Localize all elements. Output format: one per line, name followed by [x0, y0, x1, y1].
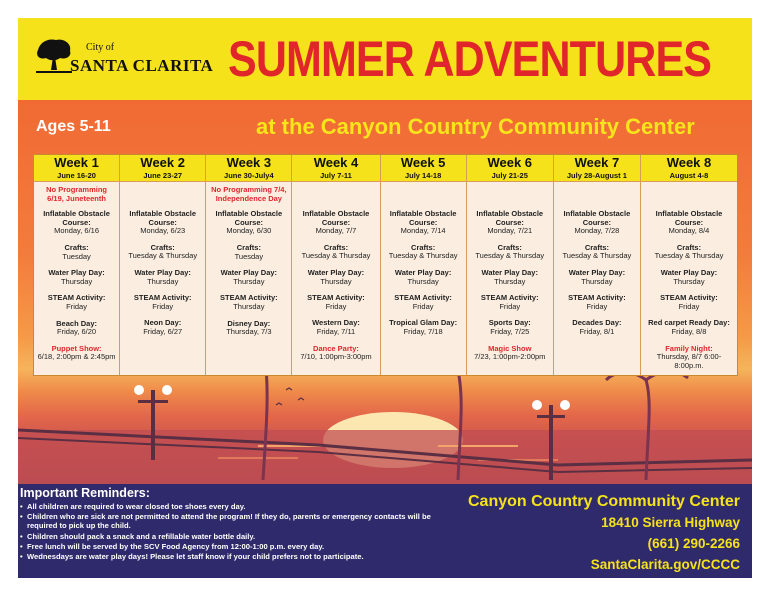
- activity-day: Thursday: [673, 276, 705, 286]
- activity-day: Monday, 7/28: [574, 226, 620, 236]
- week-title: Week 4: [292, 155, 379, 171]
- reminder-item: • Free lunch will be served by the SCV Food Agency from 12:00-1:00 p.m. every day.: [20, 542, 440, 551]
- contact-name: Canyon Country Community Center: [467, 493, 740, 510]
- activity-label: Western Day:: [312, 318, 360, 328]
- activity-label: Inflatable Obstacle Course:: [476, 209, 544, 227]
- week-column: [206, 155, 292, 375]
- header-banner: [18, 18, 752, 100]
- activity-label: Crafts:: [411, 242, 436, 252]
- reminder-item: • Wednesdays are water play days! Please let staff know if your child prefers not to participate.: [20, 552, 440, 561]
- activity-label: STEAM Activity:: [568, 293, 626, 303]
- week-activities: [34, 182, 119, 375]
- week-activities: [206, 182, 291, 375]
- special-event-time: 7/10, 1:00pm-3:00pm: [300, 352, 372, 362]
- activity-day: Tuesday: [234, 251, 264, 261]
- reminder-item: • Children who are sick are not permitted to attend the program! If they do, parents or emergency contacts will be required to pick up the child.: [20, 512, 440, 530]
- activity-label: Inflatable Obstacle Course:: [215, 209, 283, 227]
- activity-label: Inflatable Obstacle Course:: [655, 209, 723, 227]
- activity-day: Thursday: [233, 301, 265, 311]
- activity-label: Water Play Day:: [48, 268, 105, 278]
- activity-day: Friday: [499, 301, 521, 311]
- activity-day: Thursday: [233, 276, 265, 286]
- activity-day: Monday, 7/21: [487, 226, 533, 236]
- activity-label: Crafts:: [150, 242, 175, 252]
- week-title: Week 2: [120, 155, 205, 171]
- activity-label: Inflatable Obstacle Course:: [129, 209, 197, 227]
- activity-day: Thursday: [581, 276, 613, 286]
- activity-day: Thursday: [320, 276, 352, 286]
- activity-label: STEAM Activity:: [660, 293, 718, 303]
- special-event-label: Magic Show: [488, 343, 532, 353]
- activity-label: Water Play Day:: [568, 267, 626, 277]
- special-event-label: Puppet Show:: [51, 343, 102, 353]
- activity-day: Tuesday & Thursday: [301, 251, 371, 261]
- week-column: [34, 155, 120, 375]
- week-dates: July 7-11: [292, 171, 379, 182]
- city-logo: [34, 36, 214, 86]
- activity-label: Sports Day:: [488, 318, 531, 328]
- activity-label: Inflatable Obstacle Course:: [43, 209, 110, 227]
- week-activities: [467, 182, 553, 375]
- week-column: [292, 155, 380, 375]
- activity-day: Tuesday & Thursday: [388, 251, 458, 261]
- week-title: Week 1: [34, 155, 119, 171]
- week-title: Week 6: [467, 155, 553, 171]
- activity-day: Friday, 8/8: [671, 326, 707, 336]
- activity-day: Tuesday & Thursday: [562, 251, 632, 261]
- logo-name-text: SANTA CLARITA: [70, 56, 214, 75]
- activity-day: Thursday: [494, 276, 526, 286]
- activity-day: Friday, 7/25: [490, 326, 530, 336]
- week-dates: August 4-8: [641, 171, 737, 182]
- activity-day: Tuesday & Thursday: [475, 251, 545, 261]
- week-dates: June 30-July4: [206, 171, 291, 182]
- special-event-label: Dance Party:: [313, 343, 359, 353]
- activity-label: STEAM Activity:: [480, 293, 539, 303]
- activity-day: Tuesday: [62, 251, 91, 261]
- activity-label: Water Play Day:: [660, 267, 718, 277]
- activity-label: Decades Day:: [572, 318, 622, 328]
- contact-block: [468, 492, 740, 575]
- week-column: [120, 155, 206, 375]
- oak-tree-icon: [34, 36, 74, 74]
- activity-day: Thursday: [147, 276, 179, 286]
- activity-label: Neon Day:: [144, 318, 182, 328]
- reminder-item: • Children should pack a snack and a refillable water bottle daily.: [20, 532, 440, 541]
- special-event-time: 6/18, 2:00pm & 2:45pm: [37, 352, 116, 362]
- birds-icon: [276, 388, 304, 405]
- activity-day: Friday, 8/1: [579, 326, 615, 336]
- contact-address: 18410 Sierra Highway: [601, 515, 740, 530]
- activity-day: Friday, 6/20: [57, 327, 97, 337]
- activity-label: Inflatable Obstacle Course:: [563, 209, 631, 227]
- week-dates: July 14-18: [381, 171, 466, 182]
- reminder-item: • All children are required to wear closed toe shoes every day.: [20, 502, 440, 511]
- no-programming-note: No Programming 6/19, Juneteenth: [46, 185, 107, 203]
- activity-day: Friday, 6/27: [143, 326, 183, 336]
- activity-label: Crafts:: [236, 242, 261, 252]
- no-programming-note: No Programming 7/4, Independence Day: [211, 185, 287, 203]
- activity-label: STEAM Activity:: [394, 293, 452, 303]
- reminders-title: Important Reminders:: [20, 486, 150, 500]
- activity-label: Disney Day:: [227, 318, 271, 328]
- activity-label: Water Play Day:: [307, 267, 365, 277]
- activity-label: Water Play Day:: [394, 267, 452, 277]
- activity-day: Monday, 6/23: [140, 226, 186, 236]
- week-title: Week 8: [641, 155, 737, 171]
- week-dates: June 16-20: [34, 171, 119, 182]
- activity-day: Tuesday & Thursday: [128, 251, 198, 261]
- activity-label: Beach Day:: [56, 318, 97, 328]
- activity-day: Friday, 7/18: [403, 326, 443, 336]
- week-dates: July 28-August 1: [554, 171, 640, 182]
- week-title: Week 3: [206, 155, 291, 171]
- week-activities: [381, 182, 466, 375]
- week-dates: June 23-27: [120, 171, 205, 182]
- activity-label: Inflatable Obstacle Course:: [302, 209, 370, 227]
- activity-day: Friday: [152, 301, 174, 311]
- week-activities: [292, 182, 379, 375]
- activity-day: Monday, 7/7: [315, 226, 357, 236]
- week-activities: [641, 182, 737, 375]
- activity-day: Thursday: [407, 276, 439, 286]
- activity-label: Crafts:: [584, 242, 609, 252]
- activity-label: Crafts:: [676, 242, 702, 252]
- activity-day: Thursday, 7/3: [226, 327, 272, 337]
- week-column: [554, 155, 641, 375]
- activity-day: Friday, 7/11: [316, 326, 356, 336]
- special-event-label: Family Night:: [665, 343, 713, 353]
- activity-label: STEAM Activity:: [47, 293, 106, 303]
- week-column: [467, 155, 554, 375]
- week-title: Week 7: [554, 155, 640, 171]
- activity-day: Friday: [586, 301, 608, 311]
- activity-label: Water Play Day:: [481, 267, 538, 277]
- week-column: [381, 155, 467, 375]
- activity-day: Monday, 6/30: [226, 226, 272, 236]
- activity-day: Friday: [678, 301, 700, 311]
- activity-day: Monday, 8/4: [668, 226, 710, 236]
- activity-label: Water Play Day:: [220, 268, 278, 278]
- activity-label: Tropical Glam Day:: [389, 318, 458, 328]
- logo-city-text: City of: [86, 42, 115, 53]
- activity-label: Crafts:: [64, 242, 89, 252]
- page-title: SUMMER ADVENTURES: [228, 31, 712, 87]
- activity-day: Monday, 7/14: [400, 226, 446, 236]
- activity-label: STEAM Activity:: [220, 293, 278, 303]
- contact-website[interactable]: SantaClarita.gov/CCCC: [590, 557, 740, 572]
- activity-day: Monday, 6/16: [54, 226, 100, 236]
- activity-label: Water Play Day:: [134, 267, 191, 277]
- activity-label: Inflatable Obstacle Course:: [389, 209, 457, 227]
- special-event-time: Thursday, 8/7 6:00-8:00p.m.: [656, 352, 722, 370]
- special-event-time: 7/23, 1:00pm-2:00pm: [474, 352, 546, 362]
- activity-label: Red carpet Ready Day:: [648, 318, 730, 328]
- activity-label: STEAM Activity:: [133, 293, 192, 303]
- activity-label: Crafts:: [323, 242, 349, 252]
- week-activities: [554, 182, 640, 375]
- week-dates: July 21-25: [467, 171, 553, 182]
- activity-day: Friday: [412, 301, 434, 311]
- contact-phone: (661) 290-2266: [647, 536, 740, 551]
- reminders-list: [20, 502, 440, 562]
- activity-label: Crafts:: [497, 242, 522, 252]
- week-column: [641, 155, 737, 375]
- activity-day: Friday: [325, 301, 347, 311]
- weekly-schedule-table: [33, 154, 738, 376]
- week-activities: [120, 182, 205, 375]
- activity-day: Tuesday & Thursday: [654, 251, 724, 261]
- age-range: Ages 5-11: [36, 118, 111, 135]
- activity-label: STEAM Activity:: [307, 293, 365, 303]
- page-subtitle: at the Canyon Country Community Center: [256, 114, 695, 139]
- week-title: Week 5: [381, 155, 466, 171]
- activity-day: Friday: [66, 301, 87, 311]
- activity-day: Thursday: [60, 276, 93, 286]
